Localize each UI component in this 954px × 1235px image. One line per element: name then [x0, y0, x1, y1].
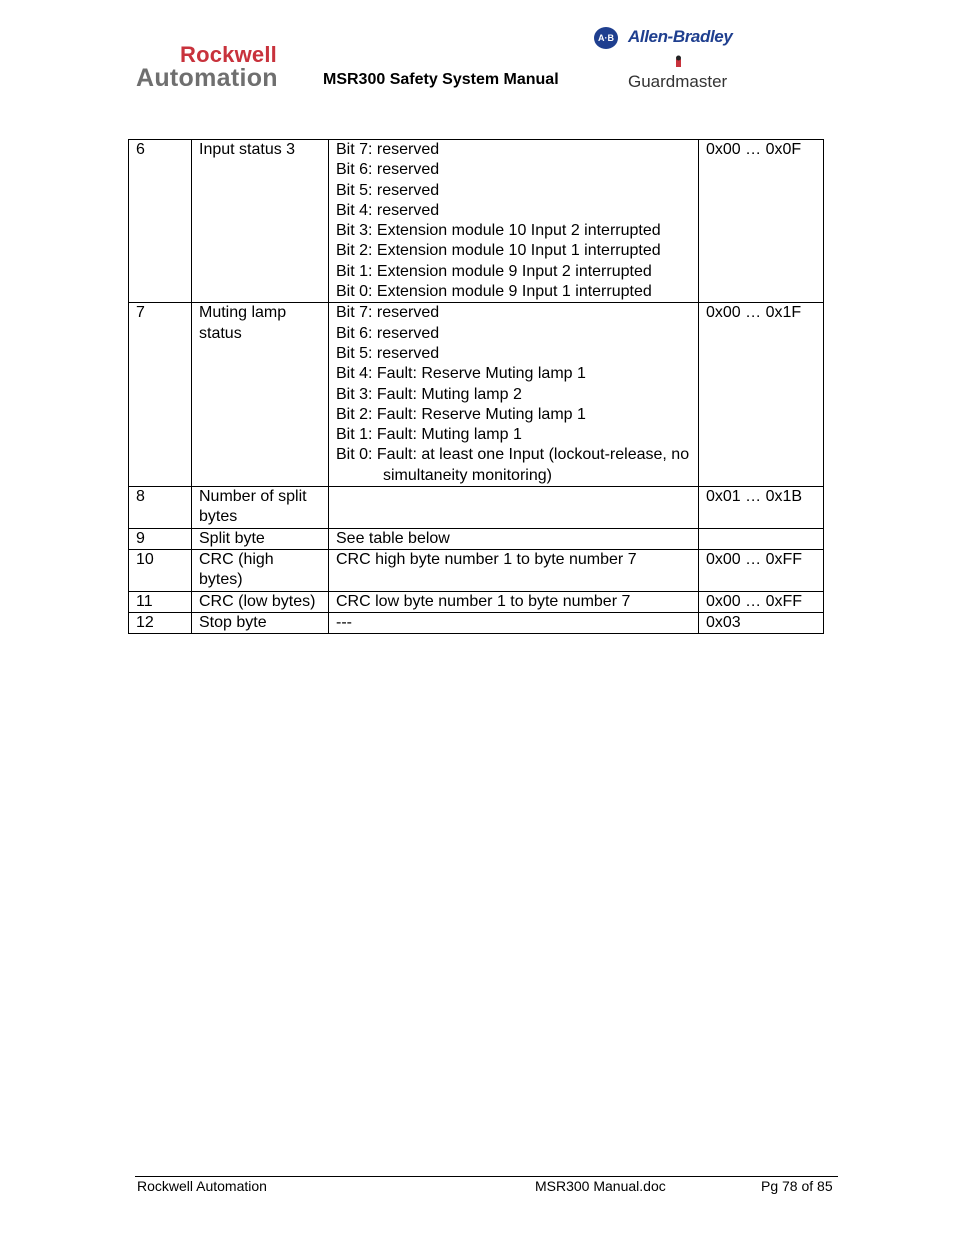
table-row: [129, 612, 824, 633]
description-cell: [329, 303, 699, 487]
footer-page-number: Pg 78 of 85: [761, 1178, 833, 1194]
table-row: [129, 140, 824, 303]
bit-line: Bit 5: reserved: [336, 344, 440, 362]
byte-cell: 10: [129, 549, 192, 591]
bit-line: Bit 5: reserved: [336, 181, 440, 199]
bit-line: Bit 6: reserved: [336, 161, 440, 179]
rockwell-automation-logo: [136, 44, 312, 90]
data-table: [128, 139, 824, 634]
table-row: [129, 303, 824, 487]
range-cell: 0x00 … 0x0F: [699, 140, 824, 303]
footer-filename: MSR300 Manual.doc: [535, 1178, 666, 1194]
bit-line: Bit 6: reserved: [336, 324, 440, 342]
bit-line: Bit 1: Extension module 9 Input 2 interrupted: [336, 262, 652, 280]
bit-line: Bit 7: reserved: [336, 141, 440, 158]
bit-line: Bit 0: Fault: at least one Input (lockout-release, no simultaneity monitoring): [336, 446, 690, 484]
byte-cell: 8: [129, 487, 192, 529]
bit-line: Bit 4: Fault: Reserve Muting lamp 1: [336, 365, 586, 383]
document-title: MSR300 Safety System Manual: [323, 71, 559, 88]
bit-line: Bit 0: Extension module 9 Input 1 interrupted: [336, 283, 652, 301]
logo-rockwell-text: Rockwell: [180, 42, 277, 67]
bit-line: Bit 3: Fault: Muting lamp 2: [336, 385, 522, 403]
bit-line: Bit 1: Fault: Muting lamp 1: [336, 426, 522, 444]
description-cell: ---: [329, 612, 699, 633]
range-cell: 0x03: [699, 612, 824, 633]
name-cell: Stop byte: [192, 612, 329, 633]
range-cell: 0x00 … 0xFF: [699, 549, 824, 591]
range-cell: 0x00 … 0xFF: [699, 591, 824, 612]
svg-text:Guardmaster: Guardmaster: [628, 72, 728, 91]
logo-automation-text: Automation: [136, 64, 278, 92]
bit-line: Bit 2: Fault: Reserve Muting lamp 1: [336, 405, 586, 423]
guardmaster-logo: [628, 55, 744, 93]
range-cell: 0x00 … 0x1F: [699, 303, 824, 487]
allen-bradley-seal-icon: [593, 26, 619, 50]
byte-cell: 11: [129, 591, 192, 612]
bit-line: Bit 7: reserved: [336, 304, 440, 322]
footer-company: Rockwell Automation: [137, 1178, 267, 1194]
description-cell: CRC low byte number 1 to byte number 7: [329, 591, 699, 612]
name-cell: Muting lamp status: [192, 303, 329, 487]
bit-line: Bit 4: reserved: [336, 201, 440, 219]
description-cell: [329, 487, 699, 529]
table-row: [129, 591, 824, 612]
byte-cell: 7: [129, 303, 192, 487]
name-cell: Split byte: [192, 528, 329, 549]
footer-divider: [135, 1176, 838, 1177]
name-cell: CRC (high bytes): [192, 549, 329, 591]
allen-bradley-wordmark: Allen-Bradley: [628, 27, 733, 46]
name-cell: Input status 3: [192, 140, 329, 303]
byte-cell: 9: [129, 528, 192, 549]
byte-cell: 12: [129, 612, 192, 633]
name-cell: CRC (low bytes): [192, 591, 329, 612]
table-row: [129, 549, 824, 591]
table-row: [129, 487, 824, 529]
description-cell: CRC high byte number 1 to byte number 7: [329, 549, 699, 591]
range-cell: 0x01 … 0x1B: [699, 487, 824, 529]
description-cell: See table below: [329, 528, 699, 549]
bit-line: Bit 3: Extension module 10 Input 2 interrupted: [336, 222, 661, 240]
svg-text:A·B: A·B: [598, 33, 614, 43]
name-cell: Number of split bytes: [192, 487, 329, 529]
byte-cell: 6: [129, 140, 192, 303]
range-cell: [699, 528, 824, 549]
description-cell: [329, 140, 699, 303]
table-row: [129, 528, 824, 549]
bit-line: Bit 2: Extension module 10 Input 1 interrupted: [336, 242, 661, 260]
